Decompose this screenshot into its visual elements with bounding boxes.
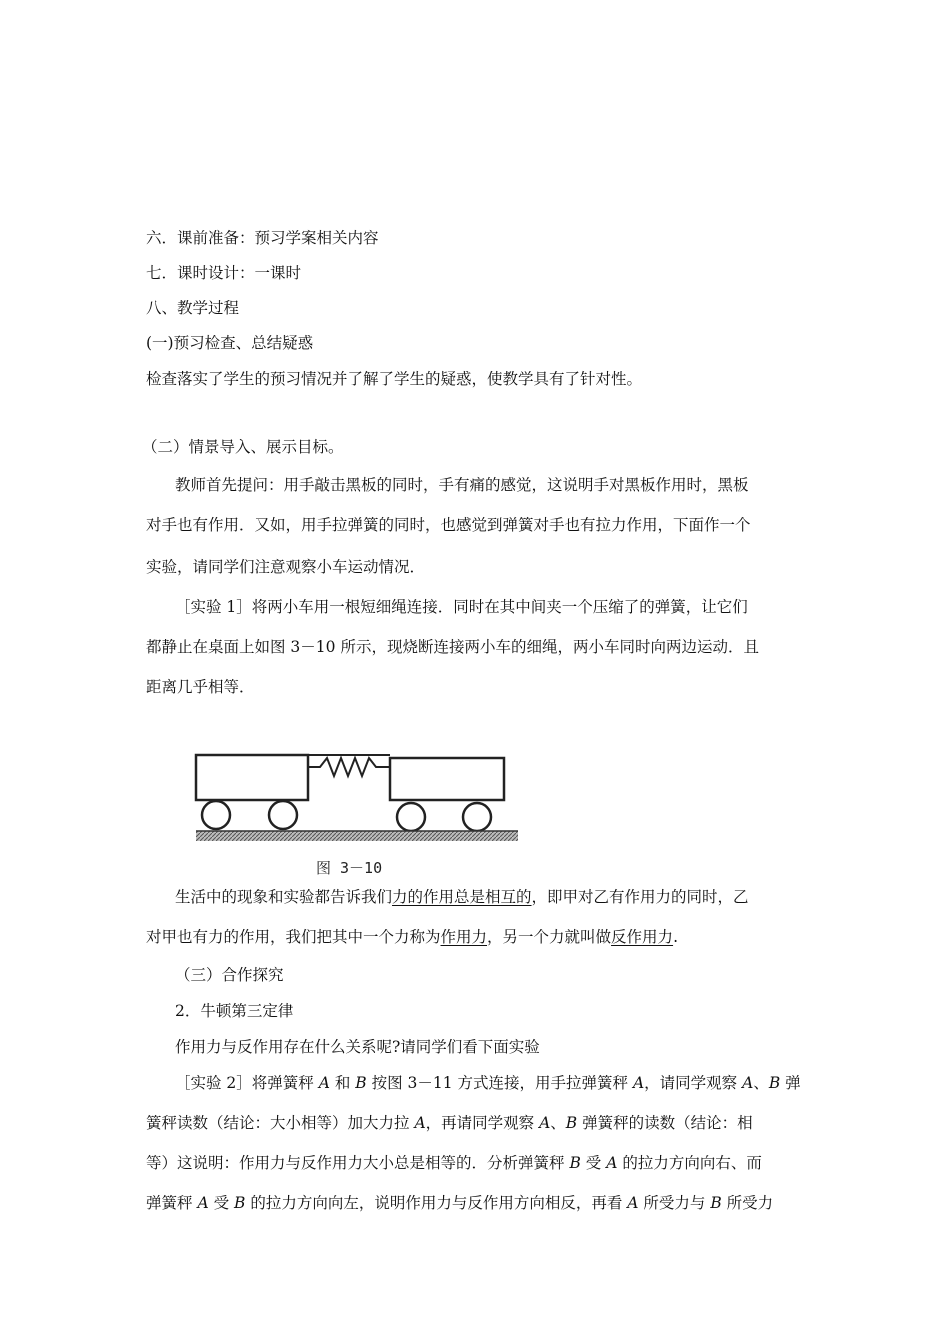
- text-line: 检查落实了学生的预习情况并了解了学生的疑惑，使教学具有了针对性。: [146, 370, 643, 388]
- table-surface: [196, 831, 518, 841]
- text-line: 实验，请同学们注意观察小车运动情况．: [146, 558, 426, 576]
- text-line: 八、教学过程: [146, 299, 240, 317]
- section-heading: （二）情景导入、展示目标。: [142, 438, 344, 456]
- text-line: 作用力与反作用存在什么关系呢?请同学们看下面实验: [175, 1038, 540, 1056]
- underlined-term: 作用力: [440, 928, 488, 946]
- text-line: 弹簧秤 A 受 B 的拉力方向向左，说明作用力与反作用方向相反，再看 A 所受力与 B 所受力: [146, 1194, 774, 1212]
- wheel-icon: [463, 803, 491, 831]
- text-line: 教师首先提问：用手敲击黑板的同时，手有痛的感觉，这说明手对黑板作用时，黑板: [175, 476, 749, 494]
- wheel-icon: [202, 801, 230, 829]
- wheel-icon: [269, 801, 297, 829]
- text-line: 六．课前准备：预习学案相关内容: [146, 229, 379, 247]
- figure-two-carts-spring: [192, 745, 522, 885]
- figure-caption: 图 3－10: [316, 859, 383, 877]
- text-line: 对手也有作用．又如，用手拉弹簧的同时，也感觉到弹簧对手也有拉力作用，下面作一个: [146, 516, 751, 534]
- section-heading: 2．牛顿第三定律: [175, 1002, 294, 1020]
- text-line: 七．课时设计：一课时: [146, 264, 302, 282]
- text-line: ［实验 1］将两小车用一根短细绳连接．同时在其中间夹一个压缩了的弹簧，让它们: [175, 598, 748, 616]
- underlined-term: 反作用力: [611, 928, 674, 946]
- wheel-icon: [397, 803, 425, 831]
- text-line: 簧秤读数（结论：大小相等）加大力拉 A，再请同学观察 A、B 弹簧秤的读数（结论：相: [146, 1114, 753, 1132]
- section-heading: (一)预习检查、总结疑惑: [146, 334, 314, 352]
- cart-left: [196, 755, 308, 829]
- underlined-term: 力的作用总是相互的: [392, 888, 532, 906]
- text-line: 都静止在桌面上如图 3－10 所示，现烧断连接两小车的细绳，两小车同时向两边运动．且: [146, 638, 759, 656]
- section-heading: （三）合作探究: [175, 966, 284, 984]
- cart-right: [390, 758, 504, 831]
- text-line: ［实验 2］将弹簧秤 A 和 B 按图 3－11 方式连接，用手拉弹簧秤 A，请同学观察 A、B 弹: [175, 1074, 801, 1092]
- spring: [308, 755, 390, 776]
- text-line: 等）这说明：作用力与反作用力大小总是相等的．分析弹簧秤 B 受 A 的拉力方向向右、而: [146, 1154, 762, 1172]
- text-line: 距离几乎相等．: [146, 678, 255, 696]
- text-line: 生活中的现象和实验都告诉我们力的作用总是相互的，即甲对乙有作用力的同时，乙: [175, 888, 749, 906]
- text-line: 对甲也有力的作用，我们把其中一个力称为作用力，另一个力就叫做反作用力.: [146, 928, 678, 946]
